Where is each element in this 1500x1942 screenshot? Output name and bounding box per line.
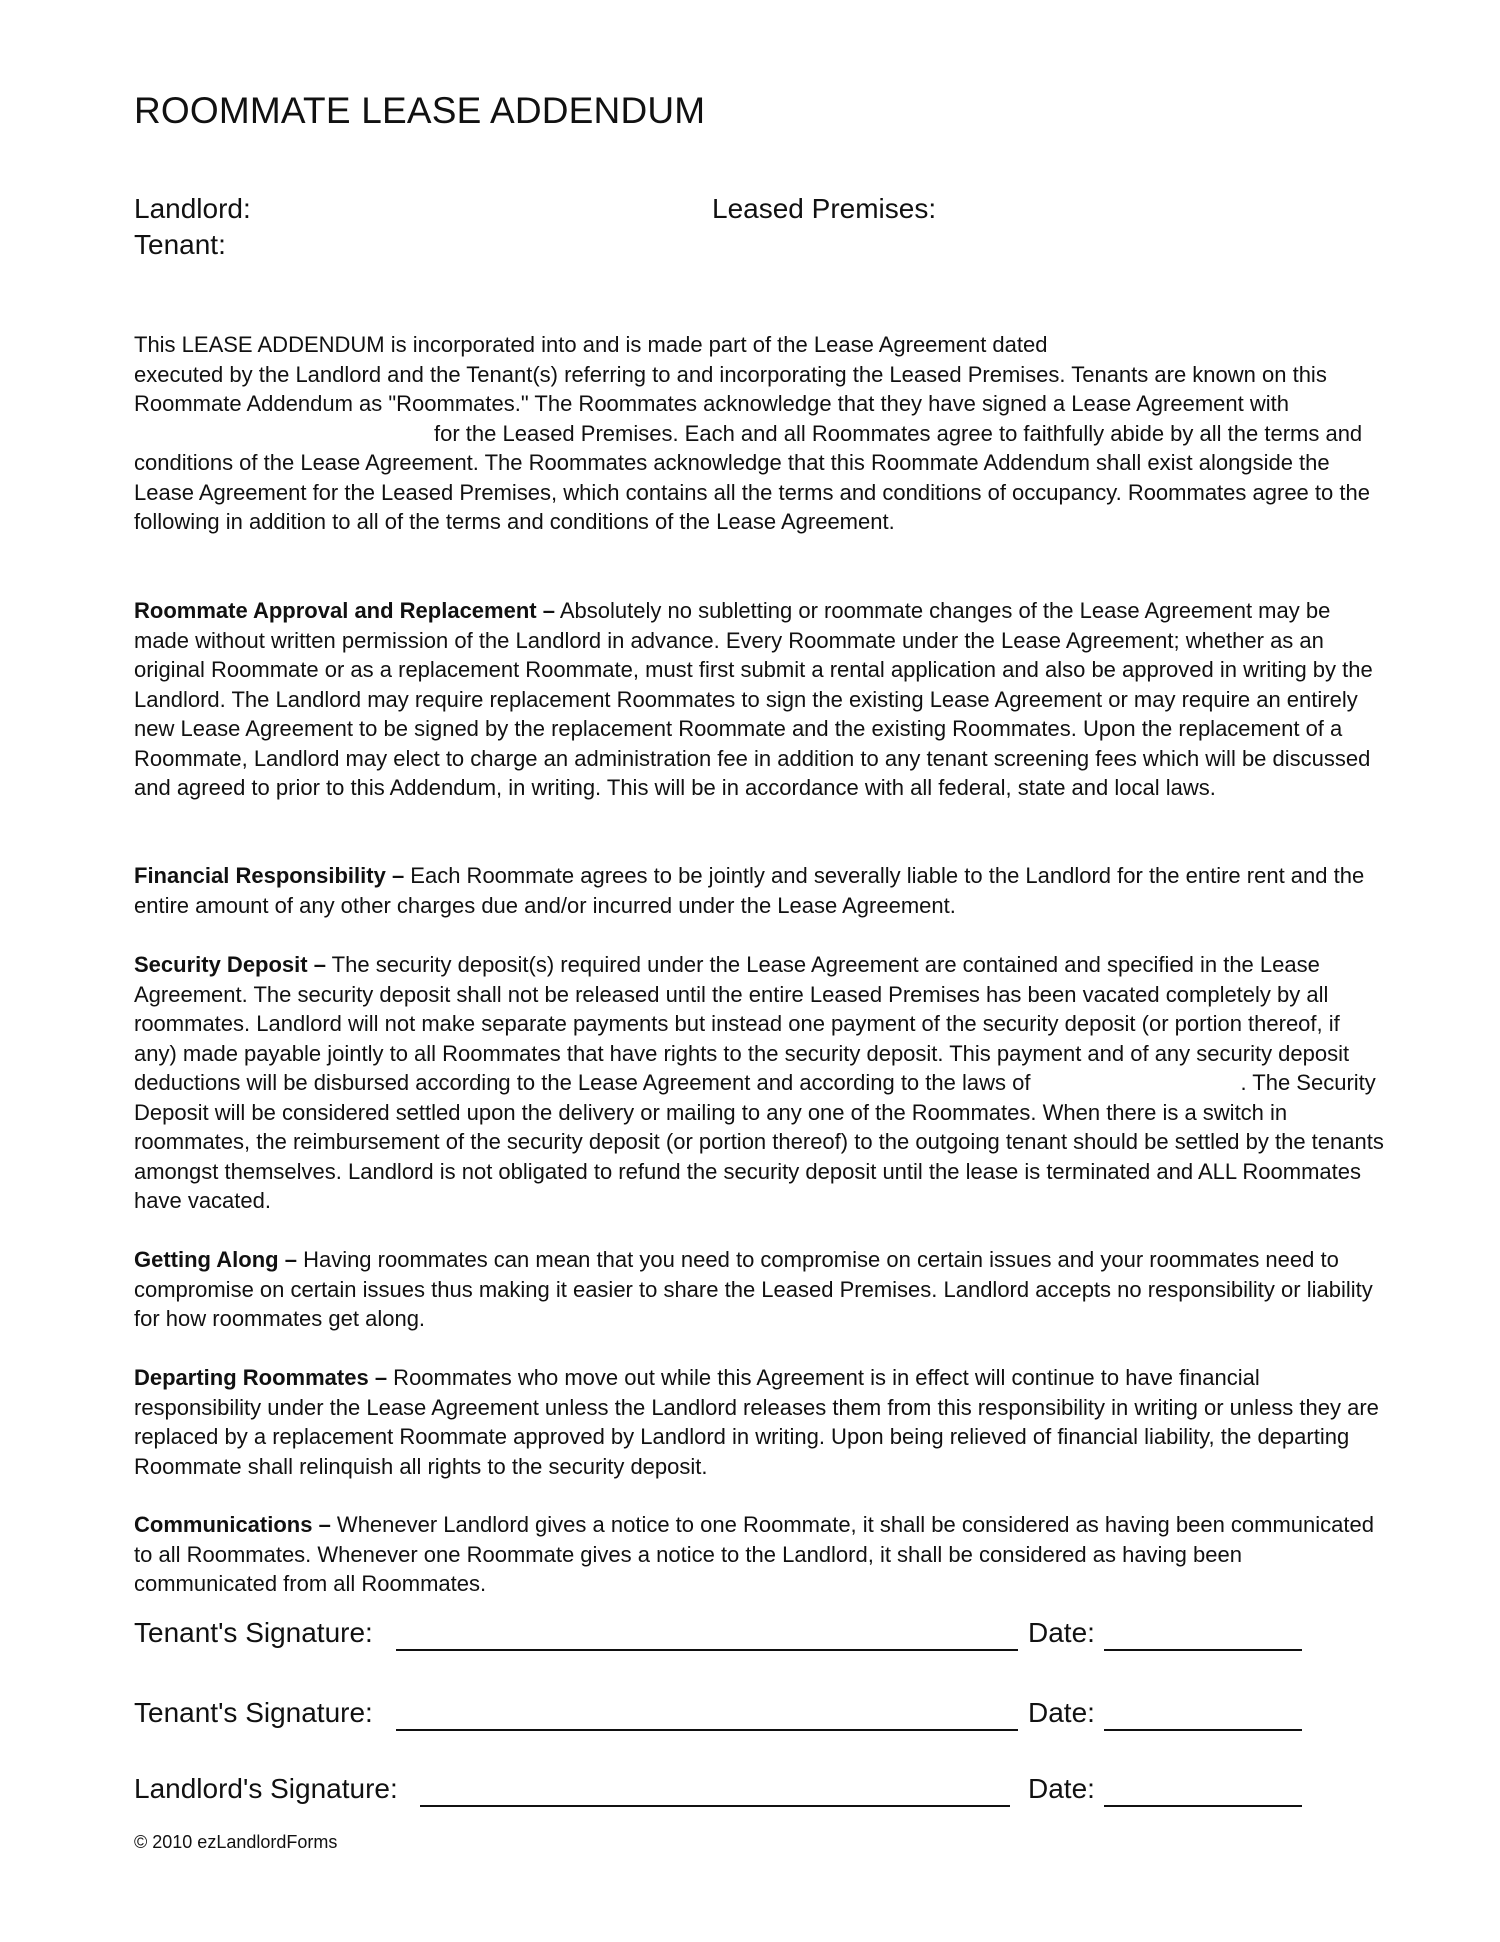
section-departing-roommates	[134, 1363, 1384, 1481]
tenant-signature-row-1	[134, 1617, 1334, 1653]
section-text-continued: . The Security Deposit will be considered settled upon the delivery or mailing to any one of the Roommates. When there is a switch in roommates, the reimbursement of the security deposit (or portion thereof) to the outgoing tenant should be settled by the tenants amongst themselves. Landlord is not obligated to refund the security deposit until the lease is terminated and ALL Roommates have vacated.	[134, 1070, 1384, 1213]
tenant-label: Tenant:	[134, 229, 226, 260]
date-label: Date:	[1028, 1773, 1095, 1804]
landlord-signature-label: Landlord's Signature:	[134, 1773, 398, 1804]
section-communications	[134, 1510, 1384, 1599]
tenant-signature-label: Tenant's Signature:	[134, 1617, 373, 1648]
intro-text-part-2: executed by the Landlord and the Tenant(s) referring to and incorporating the Leased Premises. Tenants are known on this Roommate Addendum as "Roommates." The Roommates acknowledge that they have signed a Lease Agreement with	[134, 361, 1327, 416]
section-text: Each Roommate agrees to be jointly and severally liable to the Landlord for the entire rent and the entire amount of any other charges due and/or incurred under the Lease Agreement.	[134, 863, 1365, 918]
section-roommate-approval	[134, 596, 1384, 803]
copyright-footer: © 2010 ezLandlordForms	[134, 1832, 338, 1852]
section-heading: Security Deposit –	[134, 952, 326, 977]
document-title: ROOMMATE LEASE ADDENDUM	[134, 90, 706, 131]
date-line[interactable]	[1104, 1649, 1302, 1651]
section-financial-responsibility	[134, 861, 1384, 920]
section-heading: Roommate Approval and Replacement –	[134, 598, 555, 623]
tenant-signature-line[interactable]	[396, 1729, 1018, 1731]
date-label: Date:	[1028, 1697, 1095, 1728]
section-text: Having roommates can mean that you need to compromise on certain issues and your roommates need to compromise on certain issues thus making it easier to share the Leased Premises. Landlord accepts no responsibility or liability for how roommates get along.	[134, 1247, 1373, 1331]
date-label: Date:	[1028, 1617, 1095, 1648]
landlord-signature-line[interactable]	[420, 1805, 1010, 1807]
section-text: Roommates who move out while this Agreement is in effect will continue to have financial responsibility under the Lease Agreement unless the Landlord releases them from this responsibility in writing or unless they are replaced by a replacement Roommate approved by Landlord in writing. Upon being relieved of financial liability, the departing Roommate shall relinquish all rights to the security deposit.	[134, 1365, 1379, 1479]
section-security-deposit	[134, 950, 1384, 1216]
section-text: The security deposit(s) required under the Lease Agreement are contained and specified in the Lease Agreement. The security deposit shall not be released until the entire Leased Premises has been vacated completely by all roommates. Landlord will not make separate payments but instead one payment of the security deposit (or portion thereof, if any) made payable jointly to all Roommates that have rights to the security deposit. This payment and of any security deposit deductions will be disbursed according to the Lease Agreement and according to the laws of	[134, 952, 1350, 1095]
date-line[interactable]	[1104, 1729, 1302, 1731]
section-heading: Getting Along –	[134, 1247, 297, 1272]
intro-paragraph	[134, 330, 1384, 537]
tenant-signature-line[interactable]	[396, 1649, 1018, 1651]
leased-premises-label: Leased Premises:	[712, 193, 937, 224]
intro-text-part-1: This LEASE ADDENDUM is incorporated into and is made part of the Lease Agreement dated	[134, 332, 1048, 357]
section-text: Whenever Landlord gives a notice to one Roommate, it shall be considered as having been communicated to all Roommates. Whenever one Roommate gives a notice to the Landlord, it shall be considered as having been communicated from all Roommates.	[134, 1512, 1374, 1596]
section-heading: Financial Responsibility –	[134, 863, 405, 888]
section-text: Absolutely no subletting or roommate changes of the Lease Agreement may be made without written permission of the Landlord in advance. Every Roommate under the Lease Agreement; whether as an original Roommate or as a replacement Roommate, must first submit a rental application and also be approved in writing by the Landlord. The Landlord may require replacement Roommates to sign the existing Lease Agreement or may require an entirely new Lease Agreement to be signed by the replacement Roommate and the existing Roommates. Upon the replacement of a Roommate, Landlord may elect to charge an administration fee in addition to any tenant screening fees which will be discussed and agreed to prior to this Addendum, in writing. This will be in accordance with all federal, state and local laws.	[134, 598, 1373, 800]
landlord-signature-row	[134, 1773, 1334, 1809]
landlord-label: Landlord:	[134, 193, 251, 224]
tenant-signature-label: Tenant's Signature:	[134, 1697, 373, 1728]
date-line[interactable]	[1104, 1805, 1302, 1807]
section-heading: Departing Roommates –	[134, 1365, 388, 1390]
section-heading: Communications –	[134, 1512, 331, 1537]
intro-text-part-3: for the Leased Premises. Each and all Roommates agree to faithfully abide by all the terms and conditions of the Lease Agreement. The Roommates acknowledge that this Roommate Addendum shall exist alongside the Lease Agreement for the Leased Premises, which contains all the terms and conditions of occupancy. Roommates agree to the following in addition to all of the terms and conditions of the Lease Agreement.	[134, 420, 1370, 534]
tenant-signature-row-2	[134, 1697, 1334, 1733]
section-getting-along	[134, 1245, 1384, 1334]
